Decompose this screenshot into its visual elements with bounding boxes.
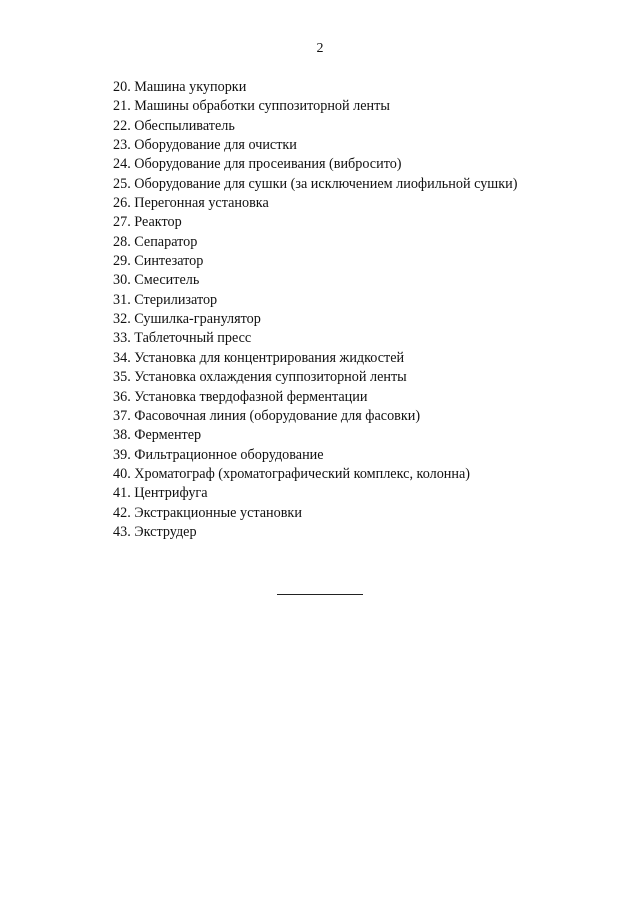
list-item: 23. Оборудование для очистки xyxy=(113,137,297,154)
list-item: 22. Обеспыливатель xyxy=(113,117,235,134)
list-item: 35. Установка охлаждения суппозиторной ленты xyxy=(113,369,407,386)
list-item: 38. Ферментер xyxy=(113,427,202,444)
list-item: 27. Реактор xyxy=(113,214,182,231)
list-item: 33. Таблеточный пресс xyxy=(113,330,252,347)
list-item: 40. Хроматограф (хроматографический комплекс, колонна) xyxy=(113,465,470,482)
page-number: 2 xyxy=(316,41,324,56)
list-item: 21. Машины обработки суппозиторной ленты xyxy=(113,98,390,115)
list-item: 42. Экстракционные установки xyxy=(113,504,302,521)
list-item: 30. Смеситель xyxy=(113,272,200,289)
list-item: 28. Сепаратор xyxy=(113,233,198,250)
equipment-list xyxy=(113,78,517,542)
list-item: 37. Фасовочная линия (оборудование для фасовки) xyxy=(113,407,421,424)
list-item: 26. Перегонная установка xyxy=(113,195,269,212)
list-item: 25. Оборудование для сушки (за исключением лиофильной сушки) xyxy=(113,175,518,192)
list-item: 29. Синтезатор xyxy=(113,253,204,270)
list-item: 39. Фильтрационное оборудование xyxy=(113,446,324,463)
end-divider xyxy=(277,594,363,595)
list-item: 20. Машина укупорки xyxy=(113,79,247,95)
list-item: 41. Центрифуга xyxy=(113,485,208,502)
list-item: 32. Сушилка-гранулятор xyxy=(113,311,261,328)
list-item: 43. Экструдер xyxy=(113,523,197,540)
list-item: 34. Установка для концентрирования жидкостей xyxy=(113,349,405,366)
list-item: 24. Оборудование для просеивания (вибросито) xyxy=(113,156,402,173)
list-item: 36. Установка твердофазной ферментации xyxy=(113,388,368,405)
list-item: 31. Стерилизатор xyxy=(113,291,218,308)
